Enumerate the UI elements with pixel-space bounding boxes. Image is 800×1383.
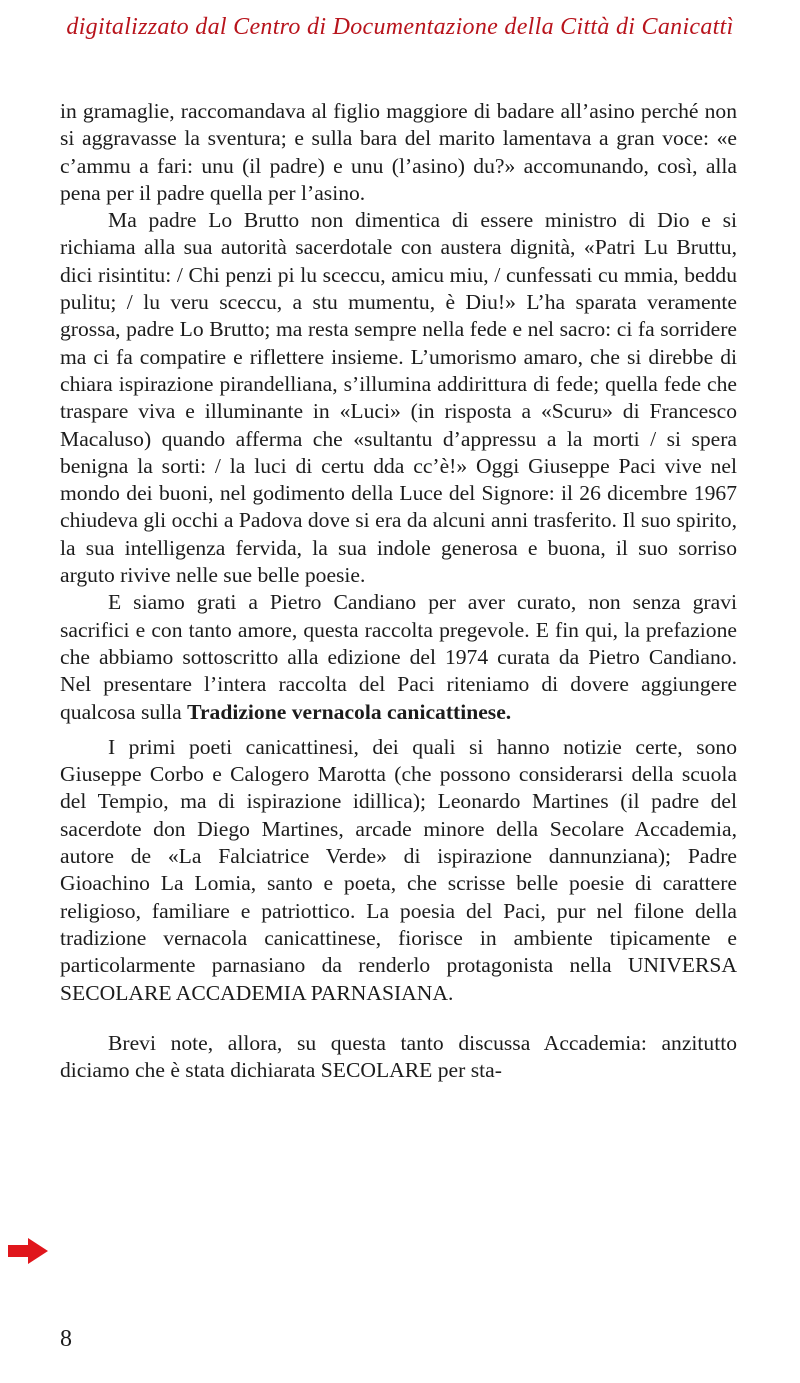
paragraph-5: Brevi note, allora, su questa tanto discussa Accademia: anzitutto diciamo che è stata dichiarata SECOLARE per sta-: [60, 1030, 737, 1083]
section-heading-bold: Tradizione vernacola canicattinese.: [187, 699, 512, 724]
right-arrow-icon: [8, 1238, 48, 1264]
watermark: digitalizzato dal Centro di Documentazione della Città di Canicattì: [66, 14, 734, 40]
body-text: [60, 98, 737, 1084]
paragraph-2: Ma padre Lo Brutto non dimentica di essere ministro di Dio e si richiama alla sua autorità sacerdotale con austera dignità, «Patri Lu Bruttu, dici risintitu: / Chi penzi pi lu sceccu, amicu miu, / cunfessati cu mmia, beddu pulitu; / lu veru sceccu, a stu mumentu, è Diu!» L’ha sparata veramente grossa, padre Lo Brutto; ma resta sempre nella fede e nel sacro: ci fa sorridere ma ci fa compatire e riflettere insieme. L’umorismo amaro, che si direbbe di chiara ispirazione pirandelliana, s’illumina addirittura di fede; quella fede che traspare viva e illuminante in «Luci» (in risposta a «Scuru» di Francesco Macaluso) quando afferma che «sultantu d’appressu a la morti / si spera benigna la sorti: / la luci di certu dda cc’è!» Oggi Giuseppe Paci vive nel mondo dei buoni, nel godimento della Luce del Signore: il 26 dicembre 1967 chiudeva gli occhi a Padova dove si era da alcuni anni trasferito. Il suo spirito, la sua intelligenza fervida, la sua indole generosa e buona, il suo sorriso arguto rivive nelle sue belle poesie.: [60, 208, 737, 588]
page-number: 8: [60, 1326, 72, 1352]
paragraph-4: I primi poeti canicattinesi, dei quali si hanno notizie certe, sono Giuseppe Corbo e Calogero Marotta (che possono considerarsi della scuola del Tempio, ma di ispirazione idillica); Leonardo Martines (il padre del sacerdote don Diego Martines, arcade minore della Secolare Accademia, autore de «La Falciatrice Verde» di ispirazione dannunziana); Padre Gioachino La Lomia, santo e poeta, che scrisse belle poesie di carattere religioso, familiare e patriottico. La poesia del Paci, pur nel filone della tradizione vernacola canicattinese, fiorisce in ambiente tipicamente e particolarmente parnasiano da renderlo protagonista nella UNIVERSA SECOLARE ACCADEMIA PARNASIANA.: [60, 734, 737, 1005]
paragraph-1: in gramaglie, raccomandava al figlio maggiore di badare all’asino perché non si aggravasse la sventura; e sulla bara del marito lamentava a gran voce: «e c’ammu a fari: unu (il padre) e unu (l’asino) du?» accomunando, così, alla pena per il padre quella per l’asino.: [60, 99, 737, 205]
paragraph-3: [60, 589, 737, 725]
arrow-shape: [8, 1238, 48, 1264]
paragraph-3-text: E siamo grati a Pietro Candiano per aver curato, non senza gravi sacrifici e con tanto amore, questa raccolta pregevole. E fin qui, la prefazione che abbiamo sottoscritto alla edizione del 1974 curata da Pietro Candiano. Nel presentare l’intera raccolta del Paci riteniamo di dovere aggiungere qualcosa sulla: [60, 590, 737, 724]
